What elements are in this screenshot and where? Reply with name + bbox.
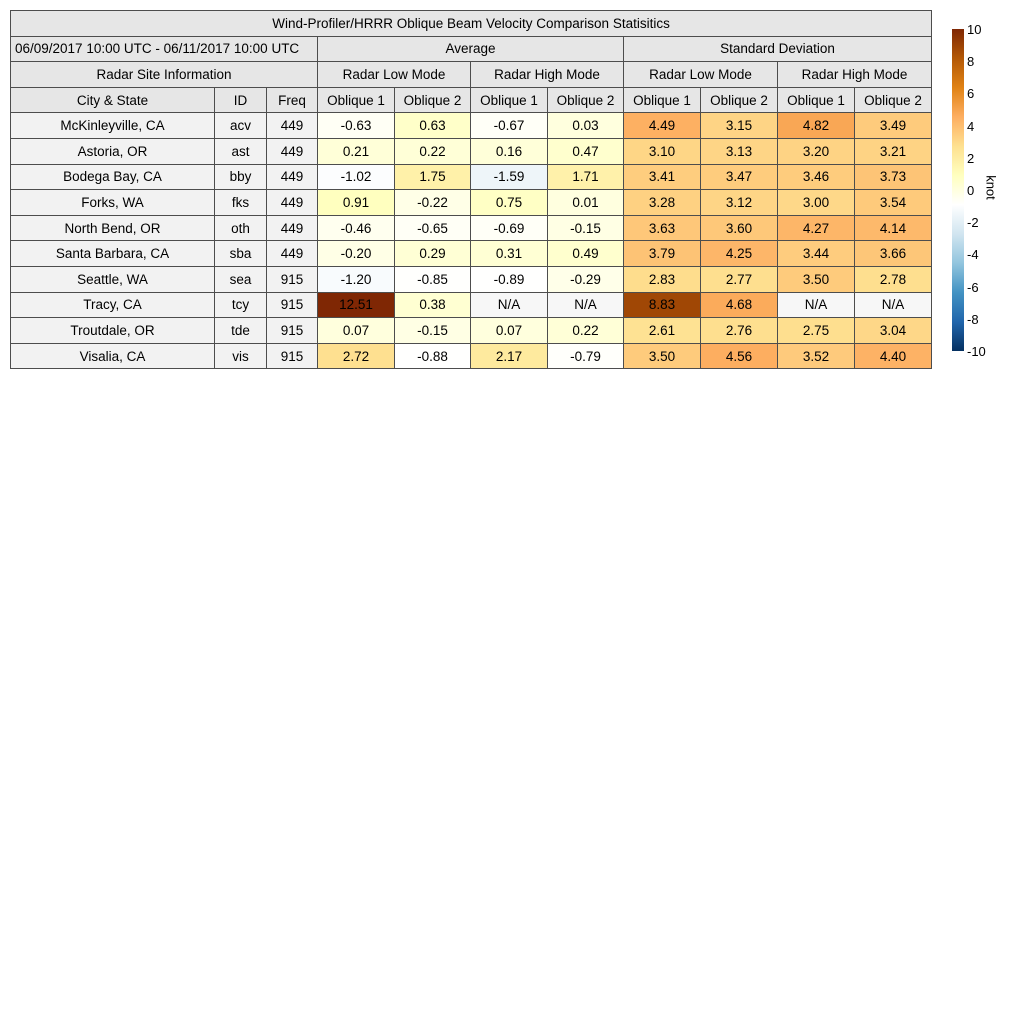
city-cell: Troutdale, OR — [11, 318, 215, 344]
city-cell: North Bend, OR — [11, 215, 215, 241]
std-low-oblique2-cell: 3.47 — [701, 164, 778, 190]
city-cell: Bodega Bay, CA — [11, 164, 215, 190]
std-high-oblique2-cell: 3.04 — [855, 318, 932, 344]
std-high-oblique1-cell: 3.00 — [778, 190, 855, 216]
avg-high-oblique1-cell: -0.69 — [471, 215, 548, 241]
std-high-oblique2-header: Oblique 2 — [855, 87, 932, 113]
colorbar-tick-label: -8 — [967, 311, 979, 327]
std-low-oblique2-cell: 4.56 — [701, 343, 778, 369]
avg-low-oblique2-cell: -0.85 — [395, 266, 471, 292]
avg-high-oblique2-cell: -0.15 — [548, 215, 624, 241]
stddev-low-mode-header: Radar Low Mode — [624, 62, 778, 88]
table-row — [11, 266, 932, 292]
freq-cell: 449 — [267, 190, 318, 216]
std-high-oblique2-cell: 3.21 — [855, 138, 932, 164]
avg-high-oblique2-cell: 1.71 — [548, 164, 624, 190]
colorbar — [952, 29, 964, 351]
avg-high-oblique2-cell: -0.79 — [548, 343, 624, 369]
std-low-oblique1-cell: 3.41 — [624, 164, 701, 190]
city-cell: Visalia, CA — [11, 343, 215, 369]
id-cell: tcy — [215, 292, 267, 318]
avg-high-oblique1-cell: 0.16 — [471, 138, 548, 164]
colorbar-tick-label: -10 — [967, 344, 986, 359]
colorbar-tick-label: 8 — [967, 54, 975, 70]
id-cell: vis — [215, 343, 267, 369]
std-high-oblique2-cell: 3.49 — [855, 113, 932, 139]
avg-low-oblique2-cell: 0.38 — [395, 292, 471, 318]
avg-high-oblique2-cell: 0.47 — [548, 138, 624, 164]
avg-low-oblique1-cell: 12.51 — [318, 292, 395, 318]
avg-low-oblique1-cell: 0.21 — [318, 138, 395, 164]
colorbar-tick-label: 10 — [967, 22, 982, 37]
avg-high-oblique1-cell: N/A — [471, 292, 548, 318]
id-cell: acv — [215, 113, 267, 139]
avg-high-oblique2-cell: 0.49 — [548, 241, 624, 267]
id-cell: ast — [215, 138, 267, 164]
avg-high-oblique2-cell: 0.03 — [548, 113, 624, 139]
avg-high-oblique2-cell: N/A — [548, 292, 624, 318]
freq-cell: 449 — [267, 164, 318, 190]
std-low-oblique2-cell: 3.15 — [701, 113, 778, 139]
statistics-table — [10, 10, 932, 369]
date-range: 06/09/2017 10:00 UTC - 06/11/2017 10:00 UTC — [11, 36, 318, 62]
avg-high-oblique1-cell: 0.75 — [471, 190, 548, 216]
site-info-header: Radar Site Information — [11, 62, 318, 88]
avg-low-oblique1-cell: 2.72 — [318, 343, 395, 369]
freq-cell: 915 — [267, 343, 318, 369]
std-high-oblique2-cell: 4.14 — [855, 215, 932, 241]
average-high-mode-header: Radar High Mode — [471, 62, 624, 88]
id-cell: bby — [215, 164, 267, 190]
city-cell: Santa Barbara, CA — [11, 241, 215, 267]
id-header: ID — [215, 87, 267, 113]
avg-low-oblique2-cell: -0.65 — [395, 215, 471, 241]
avg-high-oblique1-cell: -1.59 — [471, 164, 548, 190]
std-high-oblique2-cell: 3.54 — [855, 190, 932, 216]
std-high-oblique1-cell: 3.50 — [778, 266, 855, 292]
table-row — [11, 215, 932, 241]
id-cell: oth — [215, 215, 267, 241]
city-cell: Astoria, OR — [11, 138, 215, 164]
std-low-oblique1-cell: 3.63 — [624, 215, 701, 241]
avg-high-oblique1-cell: -0.89 — [471, 266, 548, 292]
freq-cell: 915 — [267, 318, 318, 344]
std-high-oblique2-cell: N/A — [855, 292, 932, 318]
city-cell: Seattle, WA — [11, 266, 215, 292]
avg-high-oblique2-cell: 0.01 — [548, 190, 624, 216]
id-cell: tde — [215, 318, 267, 344]
avg-high-oblique1-cell: 0.07 — [471, 318, 548, 344]
colorbar-tick-label: -6 — [967, 279, 979, 295]
std-high-oblique2-cell: 3.73 — [855, 164, 932, 190]
freq-cell: 449 — [267, 241, 318, 267]
colorbar-tick-label: 4 — [967, 118, 975, 134]
avg-low-oblique2-cell: -0.22 — [395, 190, 471, 216]
std-low-oblique2-cell: 4.68 — [701, 292, 778, 318]
freq-cell: 449 — [267, 215, 318, 241]
city-cell: Tracy, CA — [11, 292, 215, 318]
colorbar-unit-label: knot — [983, 175, 999, 200]
city-state-header: City & State — [11, 87, 215, 113]
avg-low-oblique1-cell: -0.20 — [318, 241, 395, 267]
table-row — [11, 318, 932, 344]
std-low-oblique2-cell: 3.60 — [701, 215, 778, 241]
std-low-oblique1-cell: 3.10 — [624, 138, 701, 164]
std-high-oblique1-cell: 3.44 — [778, 241, 855, 267]
colorbar-tick-label: 6 — [967, 86, 975, 102]
std-low-oblique2-cell: 3.13 — [701, 138, 778, 164]
table-row — [11, 241, 932, 267]
avg-low-oblique1-cell: -1.02 — [318, 164, 395, 190]
avg-low-oblique2-cell: -0.15 — [395, 318, 471, 344]
table-row — [11, 138, 932, 164]
std-high-oblique2-cell: 2.78 — [855, 266, 932, 292]
std-low-oblique1-cell: 8.83 — [624, 292, 701, 318]
avg-low-oblique1-cell: -0.63 — [318, 113, 395, 139]
table-title: Wind-Profiler/HRRR Oblique Beam Velocity Comparison Statisitics — [11, 11, 932, 37]
std-high-oblique2-cell: 3.66 — [855, 241, 932, 267]
avg-high-oblique1-cell: -0.67 — [471, 113, 548, 139]
freq-header: Freq — [267, 87, 318, 113]
std-low-oblique2-cell: 3.12 — [701, 190, 778, 216]
std-low-oblique1-cell: 3.50 — [624, 343, 701, 369]
avg-low-oblique2-cell: 1.75 — [395, 164, 471, 190]
avg-low-oblique1-cell: 0.07 — [318, 318, 395, 344]
avg-high-oblique2-header: Oblique 2 — [548, 87, 624, 113]
std-low-oblique1-cell: 3.28 — [624, 190, 701, 216]
freq-cell: 915 — [267, 266, 318, 292]
table-row — [11, 343, 932, 369]
freq-cell: 449 — [267, 138, 318, 164]
avg-low-oblique1-cell: -0.46 — [318, 215, 395, 241]
avg-low-oblique2-cell: -0.88 — [395, 343, 471, 369]
avg-low-oblique2-cell: 0.22 — [395, 138, 471, 164]
std-low-oblique1-cell: 2.83 — [624, 266, 701, 292]
avg-high-oblique1-cell: 2.17 — [471, 343, 548, 369]
avg-high-oblique2-cell: -0.29 — [548, 266, 624, 292]
id-cell: fks — [215, 190, 267, 216]
std-low-oblique1-cell: 2.61 — [624, 318, 701, 344]
avg-low-oblique1-header: Oblique 1 — [318, 87, 395, 113]
avg-low-oblique2-cell: 0.63 — [395, 113, 471, 139]
colorbar-tick-label: 2 — [967, 150, 975, 166]
city-cell: Forks, WA — [11, 190, 215, 216]
city-cell: McKinleyville, CA — [11, 113, 215, 139]
std-low-oblique2-cell: 2.77 — [701, 266, 778, 292]
id-cell: sea — [215, 266, 267, 292]
avg-low-oblique2-header: Oblique 2 — [395, 87, 471, 113]
std-high-oblique1-cell: 3.52 — [778, 343, 855, 369]
std-high-oblique1-cell: 2.75 — [778, 318, 855, 344]
average-group-header: Average — [318, 36, 624, 62]
table-row — [11, 164, 932, 190]
table-row — [11, 190, 932, 216]
std-low-oblique1-header: Oblique 1 — [624, 87, 701, 113]
std-low-oblique1-cell: 3.79 — [624, 241, 701, 267]
colorbar-tick-label: -4 — [967, 247, 979, 263]
avg-low-oblique2-cell: 0.29 — [395, 241, 471, 267]
std-low-oblique2-cell: 2.76 — [701, 318, 778, 344]
freq-cell: 449 — [267, 113, 318, 139]
avg-low-oblique1-cell: -1.20 — [318, 266, 395, 292]
id-cell: sba — [215, 241, 267, 267]
avg-high-oblique1-cell: 0.31 — [471, 241, 548, 267]
std-low-oblique2-header: Oblique 2 — [701, 87, 778, 113]
colorbar-tick-label: 0 — [967, 183, 975, 198]
freq-cell: 915 — [267, 292, 318, 318]
average-low-mode-header: Radar Low Mode — [318, 62, 471, 88]
stddev-group-header: Standard Deviation — [624, 36, 932, 62]
table-row — [11, 113, 932, 139]
std-high-oblique1-cell: 3.46 — [778, 164, 855, 190]
colorbar-tick-label: -2 — [967, 215, 979, 231]
std-high-oblique2-cell: 4.40 — [855, 343, 932, 369]
avg-low-oblique1-cell: 0.91 — [318, 190, 395, 216]
stddev-high-mode-header: Radar High Mode — [778, 62, 932, 88]
std-high-oblique1-cell: 3.20 — [778, 138, 855, 164]
avg-high-oblique2-cell: 0.22 — [548, 318, 624, 344]
std-low-oblique1-cell: 4.49 — [624, 113, 701, 139]
std-high-oblique1-cell: 4.82 — [778, 113, 855, 139]
std-high-oblique1-header: Oblique 1 — [778, 87, 855, 113]
std-low-oblique2-cell: 4.25 — [701, 241, 778, 267]
std-high-oblique1-cell: 4.27 — [778, 215, 855, 241]
table-row — [11, 292, 932, 318]
std-high-oblique1-cell: N/A — [778, 292, 855, 318]
avg-high-oblique1-header: Oblique 1 — [471, 87, 548, 113]
